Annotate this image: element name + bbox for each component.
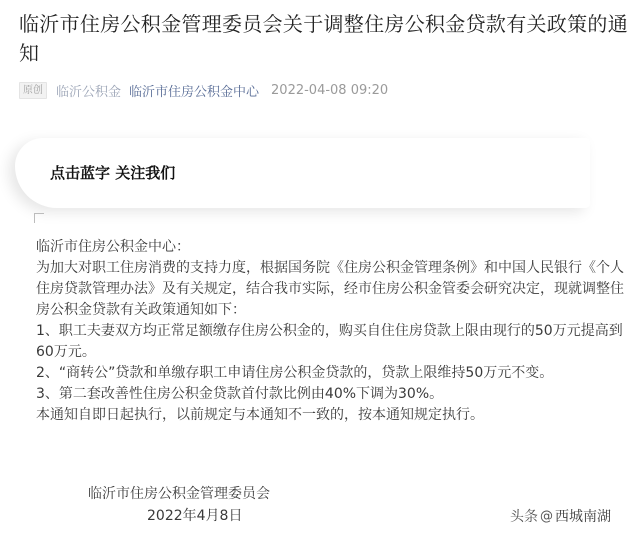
at-icon: @ [540, 508, 553, 524]
signature-org: 临沂市住房公积金管理委员会 [88, 486, 270, 502]
body-paragraph: 3、第二套改善性住房公积金贷款首付款比例由40%下调为30%。 [36, 386, 444, 402]
body-paragraph: 为加大对职工住房消费的支持力度，根据国务院《住房公积金管理条例》和中国人民银行《个人住房贷款管理办法》及有关规定，结合我市实际，经市住房公积金管委会研究决定，现就调整住房公积金贷款有关政策通知如下： [36, 260, 624, 318]
quote-corner-decoration [34, 213, 44, 223]
follow-banner[interactable] [15, 138, 590, 208]
body-paragraph: 2、“商转公”贷款和单缴存职工申请住房公积金贷款的，贷款上限维持50万元不变。 [36, 365, 554, 381]
article-body [36, 237, 626, 426]
publish-time: 2022-04-08 09:20 [271, 82, 389, 98]
body-paragraph: 1、职工夫妻双方均正常足额缴存住房公积金的，购买自住住房贷款上限由现行的50万元提高到60万元。 [36, 323, 623, 360]
article-title: 临沂市住房公积金管理委员会关于调整住房公积金贷款有关政策的通知 [19, 12, 628, 65]
article-meta [19, 80, 388, 100]
body-paragraph: 本通知自即日起执行，以前规定与本通知不一致的，按本通知规定执行。 [36, 407, 484, 423]
account-name-link[interactable]: 临沂公积金 [56, 84, 122, 100]
original-badge: 原创 [19, 82, 47, 99]
watermark-name: 西城南湖 [555, 509, 611, 525]
body-paragraph: 临沂市住房公积金中心： [36, 239, 190, 255]
source-watermark [510, 506, 611, 526]
watermark-prefix: 头条 [510, 509, 538, 525]
author-link[interactable]: 临沂市住房公积金中心 [129, 84, 260, 100]
follow-banner-text: 点击蓝字 关注我们 [50, 164, 176, 182]
signature-date: 2022年4月8日 [147, 508, 243, 524]
